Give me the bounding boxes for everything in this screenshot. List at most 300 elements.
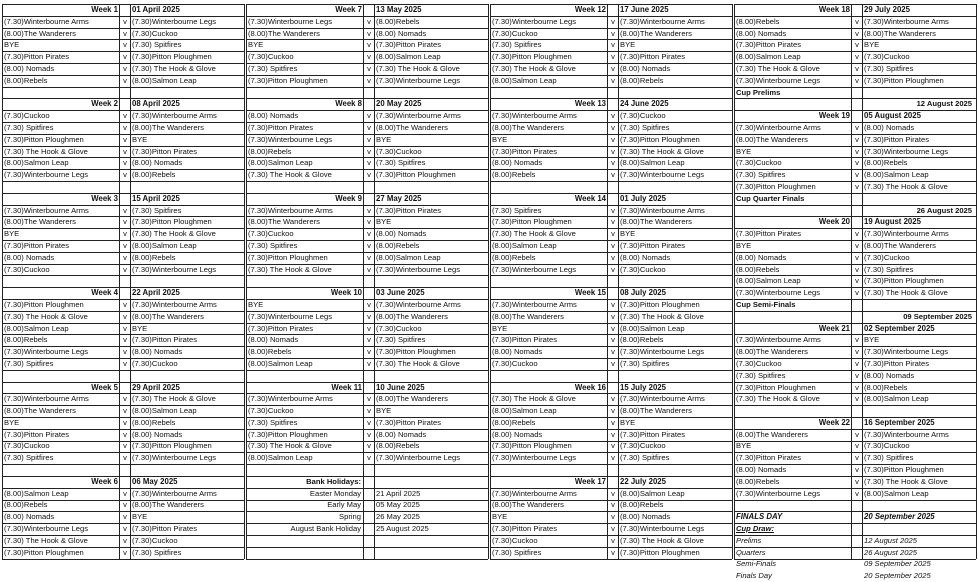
versus-label: v	[611, 16, 615, 26]
away-team: (8.00)Rebels	[132, 252, 176, 262]
home-team: (8.00) Nomads	[492, 347, 543, 357]
row-divider	[2, 417, 244, 418]
fixture-row	[734, 358, 976, 370]
home-team: BYE	[492, 323, 508, 333]
home-team: (7.30) Spitfires	[492, 40, 542, 50]
row-divider	[734, 110, 976, 111]
home-team: (7.30)Pitton Pirates	[4, 240, 69, 250]
home-team: BYE	[736, 146, 752, 156]
away-team: (8.00)Salmon Leap	[864, 170, 929, 180]
away-team: (8.00)The Wanderers	[864, 240, 936, 250]
fixture-row	[490, 346, 732, 358]
row-divider	[2, 181, 244, 182]
versus-label: v	[367, 335, 371, 345]
week-number: Week 1	[91, 5, 118, 14]
row-divider	[734, 358, 976, 359]
home-team: (7.30) The Hook & Glove	[4, 146, 88, 156]
row-divider	[246, 323, 488, 324]
away-team: (8.00)Rebels	[864, 382, 908, 392]
row-divider	[734, 169, 976, 170]
row-divider	[490, 429, 732, 430]
row-divider	[246, 441, 488, 442]
finals-day-row	[734, 511, 976, 523]
home-team: BYE	[736, 240, 752, 250]
home-team: (8.00)Salmon Leap	[248, 453, 313, 463]
week-header	[2, 287, 244, 299]
versus-label: v	[611, 252, 615, 262]
row-divider	[490, 39, 732, 40]
fixture-row	[490, 110, 732, 122]
fixture-row	[246, 429, 488, 441]
home-team: (8.00)Salmon Leap	[492, 240, 557, 250]
fixture-row	[246, 228, 488, 240]
row-divider	[490, 547, 732, 548]
row-divider	[490, 275, 732, 276]
row-divider	[2, 75, 244, 76]
versus-label: v	[611, 146, 615, 156]
row-divider	[2, 4, 244, 5]
fixture-row	[490, 358, 732, 370]
versus-label: v	[123, 335, 127, 345]
row-divider	[734, 98, 976, 99]
versus-label: v	[855, 170, 859, 180]
away-team: (7.30) Spitfires	[864, 63, 914, 73]
home-team: (8.00)Salmon Leap	[736, 52, 801, 62]
versus-label: v	[123, 122, 127, 132]
column-divider	[374, 4, 375, 559]
fixture-row	[2, 440, 244, 452]
fixture-row	[246, 39, 488, 51]
versus-label: v	[123, 229, 127, 239]
row-divider	[2, 358, 244, 359]
holiday-date: 21 April 2025	[376, 488, 421, 498]
fixture-row	[246, 75, 488, 87]
row-divider	[734, 122, 976, 123]
away-team: BYE	[132, 512, 148, 522]
versus-label: v	[123, 311, 127, 321]
versus-label: v	[367, 406, 371, 416]
row-divider	[490, 464, 732, 465]
cup-draw-round: Quarters	[736, 547, 766, 557]
versus-label: v	[123, 134, 127, 144]
week-date: 29 July 2025	[864, 5, 910, 14]
home-team: (7.30)Winterbourne Legs	[4, 170, 88, 180]
row-divider	[2, 476, 244, 477]
fixture-row	[734, 39, 976, 51]
fixture-row	[2, 240, 244, 252]
row-divider	[734, 16, 976, 17]
away-team: (7.30) The Hook & Glove	[132, 63, 216, 73]
fixture-row	[490, 311, 732, 323]
versus-label: v	[855, 394, 859, 404]
holiday-date: 05 May 2025	[376, 500, 420, 510]
versus-label: v	[367, 111, 371, 121]
week-header	[246, 193, 488, 205]
versus-label: v	[855, 429, 859, 439]
row-divider	[246, 287, 488, 288]
row-divider	[490, 417, 732, 418]
fixture-row	[734, 181, 976, 193]
row-divider	[246, 181, 488, 182]
fixture-row	[490, 28, 732, 40]
week-header	[246, 287, 488, 299]
away-team: (7.30) The Hook & Glove	[132, 229, 216, 239]
away-team: (7.30) The Hook & Glove	[620, 535, 704, 545]
fixture-row	[2, 323, 244, 335]
home-team: (7.30)Cuckoo	[492, 358, 538, 368]
versus-label: v	[367, 429, 371, 439]
versus-label: v	[611, 170, 615, 180]
week-header	[490, 476, 732, 488]
column-divider	[363, 4, 364, 559]
fixture-row	[734, 228, 976, 240]
fixture-row	[734, 240, 976, 252]
row-divider	[490, 228, 732, 229]
away-team: (7.30)Winterbourne Legs	[132, 16, 216, 26]
home-team: (7.30) Spitfires	[4, 453, 54, 463]
away-team: (7.30)Pitton Pirates	[864, 134, 929, 144]
fixture-row	[734, 393, 976, 405]
fixture-row	[490, 511, 732, 523]
row-divider	[490, 122, 732, 123]
holiday-date: 26 May 2025	[376, 512, 420, 522]
away-team: (7.30)Winterbourne Legs	[376, 453, 460, 463]
spacer-row	[2, 181, 244, 193]
row-divider	[2, 28, 244, 29]
versus-label: v	[611, 406, 615, 416]
fixture-row	[2, 405, 244, 417]
home-team: (7.30)Pitton Ploughmen	[736, 382, 816, 392]
bank-holidays-header	[246, 476, 488, 488]
week-date: 22 July 2025	[620, 476, 666, 486]
row-divider	[734, 228, 976, 229]
fixture-row	[2, 452, 244, 464]
away-team: (8.00) Nomads	[620, 512, 671, 522]
spacer-row	[2, 370, 244, 382]
fixture-row	[734, 287, 976, 299]
home-team: (7.30) The Hook & Glove	[248, 170, 332, 180]
home-team: (7.30) Spitfires	[736, 170, 786, 180]
versus-label: v	[123, 417, 127, 427]
row-divider	[734, 193, 976, 194]
home-team: (7.30)Winterbourne Legs	[4, 524, 88, 534]
away-team: (7.30)Cuckoo	[376, 146, 422, 156]
home-team: (7.30)Cuckoo	[4, 264, 50, 274]
row-divider	[2, 252, 244, 253]
versus-label: v	[367, 311, 371, 321]
away-team: (7.30)Winterbourne Legs	[132, 453, 216, 463]
away-team: (7.30) The Hook & Glove	[620, 146, 704, 156]
row-divider	[2, 16, 244, 17]
fixture-row	[246, 393, 488, 405]
row-divider	[246, 75, 488, 76]
versus-label: v	[367, 40, 371, 50]
row-divider	[2, 334, 244, 335]
fixture-row	[490, 488, 732, 500]
versus-label: v	[367, 217, 371, 227]
fixture-row	[2, 122, 244, 134]
versus-label: v	[855, 476, 859, 486]
versus-label: v	[123, 52, 127, 62]
row-divider	[734, 523, 976, 524]
row-divider	[734, 547, 976, 548]
away-team: (7.30)Winterbourne Legs	[376, 75, 460, 85]
fixture-row	[490, 122, 732, 134]
row-divider	[490, 134, 732, 135]
home-team: (7.30) The Hook & Glove	[248, 441, 332, 451]
week-number: Week 5	[91, 382, 118, 392]
away-team: (7.30)Pitton Ploughmen	[376, 347, 456, 357]
away-team: (8.00)Rebels	[864, 158, 908, 168]
fixture-row	[246, 311, 488, 323]
row-divider	[734, 264, 976, 265]
versus-label: v	[611, 323, 615, 333]
away-team: (8.00) Nomads	[132, 347, 183, 357]
home-team: (8.00)The Wanderers	[736, 429, 808, 439]
row-divider	[2, 393, 244, 394]
home-team: (7.30)Winterbourne Legs	[736, 488, 820, 498]
row-divider	[734, 157, 976, 158]
home-team: BYE	[736, 441, 752, 451]
away-team: (8.00)Rebels	[376, 441, 420, 451]
fixture-row	[490, 417, 732, 429]
fixture-row	[246, 323, 488, 335]
fixture-row	[734, 122, 976, 134]
week-number: Week 15	[574, 288, 606, 298]
fixture-row	[490, 547, 732, 559]
versus-label: v	[611, 347, 615, 357]
home-team: (8.00)Rebels	[4, 500, 48, 510]
home-team: (7.30)Winterbourne Legs	[492, 16, 576, 26]
away-team: (7.30)Cuckoo	[132, 535, 178, 545]
fixture-row	[2, 252, 244, 264]
home-team: (7.30)Pitton Ploughmen	[248, 75, 328, 85]
fixture-row	[734, 382, 976, 394]
away-team: (7.30)Pitton Ploughmen	[864, 276, 944, 286]
week-date: 01 April 2025	[132, 5, 180, 14]
away-team: (8.00) Nomads	[620, 252, 671, 262]
versus-label: v	[855, 16, 859, 26]
home-team: (8.00)The Wanderers	[4, 217, 76, 227]
home-team: (7.30)Cuckoo	[492, 28, 538, 38]
week-date: 29 April 2025	[132, 382, 180, 392]
fixture-row	[490, 75, 732, 87]
home-team: (7.30) The Hook & Glove	[736, 394, 820, 404]
fixture-row	[2, 216, 244, 228]
versus-label: v	[123, 146, 127, 156]
home-team: (8.00)The Wanderers	[492, 500, 564, 510]
away-team: BYE	[376, 406, 392, 416]
home-team: (8.00)Salmon Leap	[492, 75, 557, 85]
holiday-date: 25 August 2025	[376, 524, 429, 534]
week-date: 15 April 2025	[132, 193, 180, 203]
fixture-row	[490, 405, 732, 417]
fixture-row	[734, 452, 976, 464]
row-divider	[2, 110, 244, 111]
row-divider	[734, 216, 976, 217]
away-team: BYE	[864, 40, 880, 50]
row-divider	[2, 134, 244, 135]
spacer-row	[2, 87, 244, 99]
versus-label: v	[855, 335, 859, 345]
row-divider	[246, 346, 488, 347]
fixture-row	[2, 75, 244, 87]
home-team: (7.30) Spitfires	[248, 240, 298, 250]
week-header	[246, 98, 488, 110]
spacer-row	[734, 499, 976, 511]
away-team: (8.00) Nomads	[132, 158, 183, 168]
row-divider	[2, 323, 244, 324]
fixture-row	[2, 110, 244, 122]
home-team: (7.30)Pitton Pirates	[248, 323, 313, 333]
row-divider	[246, 51, 488, 52]
week-date: 19 August 2025	[864, 217, 921, 227]
versus-label: v	[367, 205, 371, 215]
fixture-row	[246, 417, 488, 429]
away-team: (8.00) Nomads	[376, 229, 427, 239]
away-team: (7.30)Pitton Ploughmen	[376, 170, 456, 180]
cup-draw-date-row	[734, 547, 976, 559]
home-team: (7.30)Pitton Ploughmen	[492, 441, 572, 451]
row-divider	[2, 205, 244, 206]
fixture-row	[246, 134, 488, 146]
row-divider	[246, 488, 488, 489]
away-team: (8.00)The Wanderers	[864, 28, 936, 38]
week-header	[490, 193, 732, 205]
row-divider	[490, 98, 732, 99]
home-team: BYE	[492, 134, 508, 144]
row-divider	[734, 75, 976, 76]
away-team: BYE	[620, 229, 636, 239]
fixture-row	[490, 134, 732, 146]
finals-day-label: FINALS DAY	[736, 512, 783, 522]
row-divider	[490, 559, 732, 560]
fixture-row	[2, 417, 244, 429]
versus-label: v	[611, 217, 615, 227]
cup-round-label: Cup Semi-Finals	[736, 299, 796, 309]
away-team: (7.30)Cuckoo	[132, 28, 178, 38]
week-header	[2, 98, 244, 110]
home-team: (7.30)Winterbourne Arms	[4, 394, 89, 404]
home-team: (8.00)The Wanderers	[4, 28, 76, 38]
row-divider	[490, 441, 732, 442]
home-team: (8.00)Salmon Leap	[492, 406, 557, 416]
row-divider	[734, 476, 976, 477]
away-team: (7.30)Winterbourne Arms	[132, 299, 217, 309]
fixture-row	[2, 169, 244, 181]
home-team: (8.00)Salmon Leap	[248, 358, 313, 368]
home-team: (8.00)Rebels	[248, 347, 292, 357]
away-team: (8.00) Nomads	[376, 429, 427, 439]
row-divider	[246, 429, 488, 430]
home-team: (7.30)Pitton Ploughmen	[4, 547, 84, 557]
versus-label: v	[123, 488, 127, 498]
home-team: (7.30)Pitton Pirates	[492, 146, 557, 156]
away-team: (7.30)Winterbourne Arms	[376, 299, 461, 309]
home-team: (7.30)Winterbourne Legs	[736, 75, 820, 85]
away-team: (7.30) The Hook & Glove	[864, 288, 948, 298]
row-divider	[246, 393, 488, 394]
row-divider	[246, 358, 488, 359]
column-divider	[488, 4, 489, 559]
versus-label: v	[855, 75, 859, 85]
home-team: (7.30)Winterbourne Legs	[736, 288, 820, 298]
home-team: (7.30)Winterbourne Arms	[4, 16, 89, 26]
fixture-row	[246, 146, 488, 158]
away-team: (7.30)Pitton Ploughmen	[864, 465, 944, 475]
row-divider	[490, 476, 732, 477]
row-divider	[246, 275, 488, 276]
week-number: Week 16	[574, 382, 606, 392]
row-divider	[246, 500, 488, 501]
versus-label: v	[611, 453, 615, 463]
versus-label: v	[855, 40, 859, 50]
versus-label: v	[123, 347, 127, 357]
row-divider	[490, 193, 732, 194]
row-divider	[2, 275, 244, 276]
home-team: (8.00)Rebels	[492, 252, 536, 262]
week-date: 10 June 2025	[376, 382, 425, 392]
fixture-row	[490, 16, 732, 28]
versus-label: v	[367, 441, 371, 451]
column-divider	[246, 4, 247, 559]
home-team: (7.30) Spitfires	[4, 358, 54, 368]
row-divider	[2, 146, 244, 147]
fixture-row	[490, 452, 732, 464]
fixture-row	[490, 205, 732, 217]
away-team: (7.30)Winterbourne Arms	[620, 205, 705, 215]
versus-label: v	[123, 63, 127, 73]
versus-label: v	[123, 406, 127, 416]
away-team: (7.30)Winterbourne Legs	[620, 524, 704, 534]
versus-label: v	[855, 146, 859, 156]
versus-label: v	[611, 229, 615, 239]
away-team: (8.00)Rebels	[132, 417, 176, 427]
row-divider	[490, 452, 732, 453]
row-divider	[490, 216, 732, 217]
home-team: (7.30)Pitton Pirates	[248, 122, 313, 132]
fixture-row	[2, 16, 244, 28]
cup-draw-date: 09 September 2025	[864, 559, 931, 569]
versus-label: v	[855, 229, 859, 239]
away-team: (7.30)Pitton Pirates	[620, 52, 685, 62]
fixture-row	[2, 488, 244, 500]
versus-label: v	[367, 158, 371, 168]
row-divider	[2, 405, 244, 406]
cup-round-label: Cup Prelims	[736, 87, 781, 97]
home-team: (7.30)Pitton Pirates	[4, 52, 69, 62]
fixture-row	[2, 346, 244, 358]
versus-label: v	[123, 512, 127, 522]
holiday-name: August Bank Holiday	[290, 524, 361, 534]
fixture-row	[490, 252, 732, 264]
bank-holiday-row	[246, 523, 488, 535]
week-header	[2, 193, 244, 205]
row-divider	[246, 311, 488, 312]
row-divider	[246, 452, 488, 453]
versus-label: v	[855, 240, 859, 250]
home-team: (7.30)Pitton Ploughmen	[248, 252, 328, 262]
row-divider	[246, 559, 488, 560]
bank-holiday-row	[246, 488, 488, 500]
home-team: (8.00) Nomads	[248, 111, 299, 121]
fixture-row	[246, 157, 488, 169]
home-team: (7.30)Cuckoo	[736, 358, 782, 368]
fixture-row	[734, 476, 976, 488]
versus-label: v	[611, 500, 615, 510]
cup-round-banner	[734, 299, 976, 311]
home-team: (7.30) Spitfires	[492, 547, 542, 557]
